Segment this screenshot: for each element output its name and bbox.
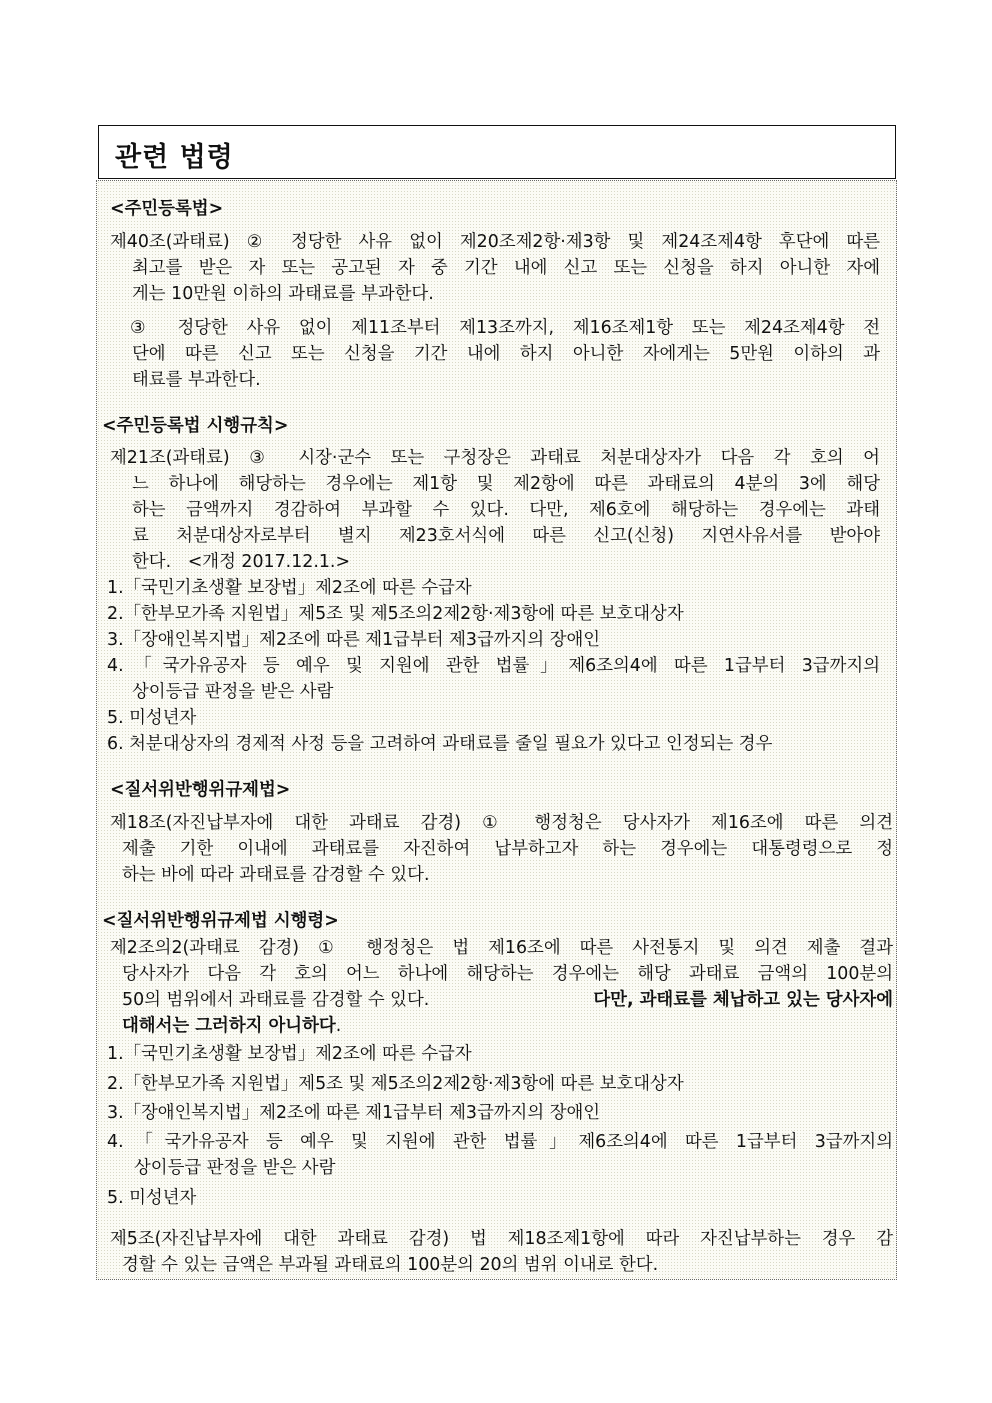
list-item-continuation: 상이등급 판정을 받은 사람	[134, 1158, 336, 1178]
paragraph-line	[122, 1014, 341, 1038]
list-item: 2.「한부모가족 지원법」제5조 및 제5조의2제2항·제3항에 따른 보호대상자	[107, 1074, 684, 1094]
page-title: 관련 법령	[115, 142, 234, 173]
paragraph-line: 경할 수 있는 금액은 부과될 과태료의 100분의 20의 범위 이내로 한다.	[122, 1255, 659, 1275]
list-item: 5. 미성년자	[107, 1188, 197, 1208]
paragraph-bold-text: 다만, 과태료를 체납하고 있는 당사자에	[593, 990, 893, 1010]
paragraph-line: 태료를 부과한다.	[132, 370, 261, 390]
paragraph-line: 단에 따른 신고 또는 신청을 기간 내에 하지 아니한 자에게는 5만원 이하의 과	[132, 344, 880, 364]
paragraph-line: 당사자가 다음 각 호의 어느 하나에 해당하는 경우에는 해당 과태료 금액의 100분의	[122, 964, 893, 984]
list-item: 1.「국민기초생활 보장법」제2조에 따른 수급자	[107, 1044, 472, 1064]
paragraph-line: 제5조(자진납부자에 대한 과태료 감경) 법 제18조제1항에 따라 자진납부하는 경우 감	[110, 1229, 893, 1249]
paragraph-line: 제18조(자진납부자에 대한 과태료 감경) ① 행정청은 당사자가 제16조에 따른 의견	[110, 813, 893, 833]
paragraph-line: 제출 기한 이내에 과태료를 자진하여 납부하고자 하는 경우에는 대통령령으로 정	[122, 839, 893, 859]
section-heading-resident-registration-act: <주민등록법>	[110, 199, 224, 219]
paragraph-line: 느 하나에 해당하는 경우에는 제1항 및 제2항에 따른 과태료의 4분의 3에 해당	[132, 474, 880, 494]
paragraph-line: 한다. <개정 2017.12.1.>	[132, 552, 351, 572]
list-item: 6. 처분대상자의 경제적 사정 등을 고려하여 과태료를 줄일 필요가 있다고 인정되는 경우	[107, 734, 773, 754]
section-heading-order-violation-decree: <질서위반행위규제법 시행령>	[102, 911, 339, 931]
paragraph-text: .	[335, 1016, 342, 1036]
list-item: 4.「국가유공자 등 예우 및 지원에 관한 법률」제6조의4에 따른 1급부터 3급까지의	[107, 656, 880, 676]
paragraph-line: 게는 10만원 이하의 과태료를 부과한다.	[132, 284, 434, 304]
paragraph-line: 제2조의2(과태료 감경) ① 행정청은 법 제16조에 따른 사전통지 및 의견 제출 결과	[110, 938, 893, 958]
list-item: 5. 미성년자	[107, 708, 197, 728]
list-item-continuation: 상이등급 판정을 받은 사람	[132, 682, 334, 702]
paragraph-line: ③ 정당한 사유 없이 제11조부터 제13조까지, 제16조제1항 또는 제24조제4항 전	[130, 318, 880, 338]
paragraph-line: 제40조(과태료) ② 정당한 사유 없이 제20조제2항·제3항 및 제24조제4항 후단에 따른	[110, 232, 880, 252]
paragraph-line	[122, 988, 893, 1012]
paragraph-bold-text: 대해서는 그러하지 아니하다	[122, 1016, 336, 1036]
paragraph-text: 50의 범위에서 과태료를 감경할 수 있다.	[122, 990, 435, 1010]
section-heading-order-violation-act: <질서위반행위규제법>	[110, 780, 291, 800]
paragraph-line: 최고를 받은 자 또는 공고된 자 중 기간 내에 신고 또는 신청을 하지 아니한 자에	[132, 258, 880, 278]
paragraph-line: 하는 바에 따라 과태료를 감경할 수 있다.	[122, 865, 430, 885]
paragraph-line: 제21조(과태료) ③ 시장·군수 또는 구청장은 과태료 처분대상자가 다음 각 호의 어	[110, 448, 880, 468]
paragraph-line: 하는 금액까지 경감하여 부과할 수 있다. 다만, 제6호에 해당하는 경우에는 과태	[132, 500, 880, 520]
list-item: 1.「국민기초생활 보장법」제2조에 따른 수급자	[107, 578, 472, 598]
section-heading-enforcement-rule: <주민등록법 시행규칙>	[102, 416, 289, 436]
list-item: 3.「장애인복지법」제2조에 따른 제1급부터 제3급까지의 장애인	[107, 630, 601, 650]
list-item: 3.「장애인복지법」제2조에 따른 제1급부터 제3급까지의 장애인	[107, 1103, 601, 1123]
list-item: 4.「국가유공자 등 예우 및 지원에 관한 법률」제6조의4에 따른 1급부터 3급까지의	[107, 1132, 893, 1152]
list-item: 2.「한부모가족 지원법」제5조 및 제5조의2제2항·제3항에 따른 보호대상자	[107, 604, 684, 624]
header-box	[98, 125, 896, 179]
paragraph-line: 료 처분대상자로부터 별지 제23호서식에 따른 신고(신청) 지연사유서를 받아야	[132, 526, 880, 546]
